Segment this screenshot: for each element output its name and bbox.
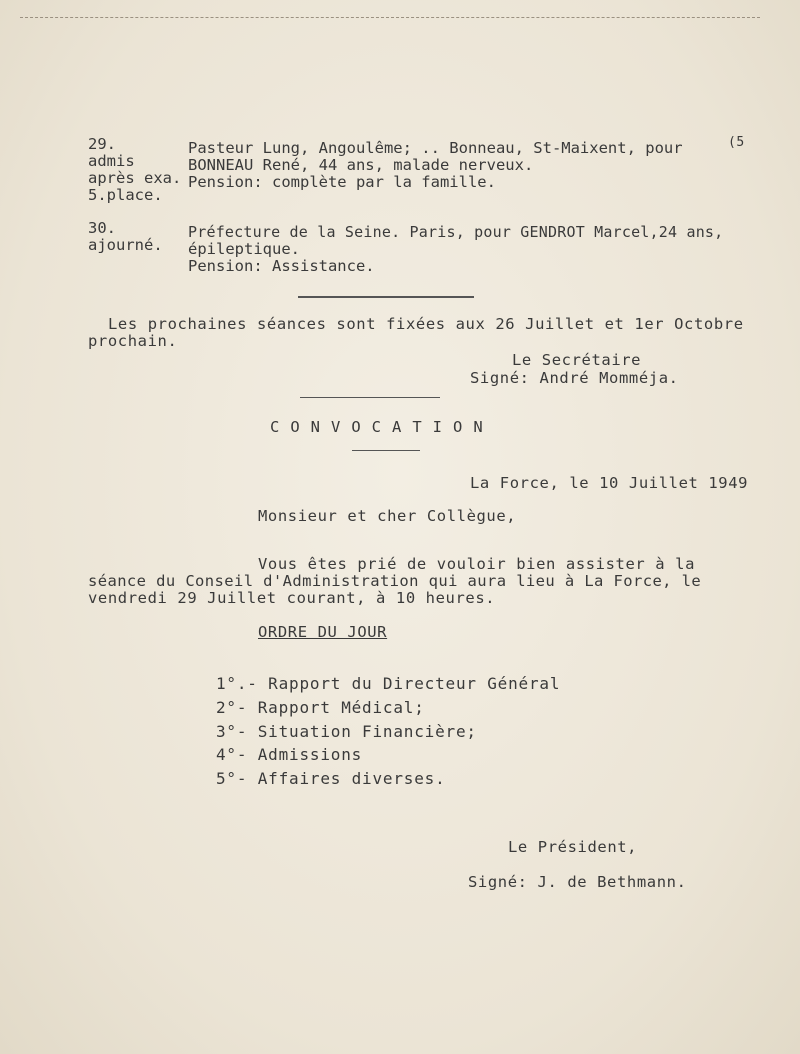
entry-30-line-2: épileptique. bbox=[188, 240, 300, 258]
entry-29-status-1: admis bbox=[88, 152, 135, 170]
body-line-1: Vous êtes prié de vouloir bien assister à la bbox=[258, 555, 695, 573]
next-sessions-line-2: prochain. bbox=[88, 332, 178, 350]
salutation: Monsieur et cher Collègue, bbox=[258, 507, 517, 525]
agenda-item-5: 5°- Affaires diverses. bbox=[216, 769, 446, 788]
entry-30-number: 30. bbox=[88, 219, 116, 237]
entry-30-line-3: Pension: Assistance. bbox=[188, 257, 375, 275]
agenda-item-1: 1°.- Rapport du Directeur Général bbox=[216, 674, 561, 693]
agenda-item-3: 3°- Situation Financière; bbox=[216, 722, 477, 741]
entry-29-line-1: Pasteur Lung, Angoulême; .. Bonneau, St-Maixent, pour bbox=[188, 139, 683, 157]
entry-29-status-3: 5.place. bbox=[88, 186, 163, 204]
secretary-signature: Signé: André Momméja. bbox=[470, 369, 679, 387]
section-divider-2 bbox=[300, 397, 440, 398]
entry-29-number: 29. bbox=[88, 135, 116, 153]
body-line-3: vendredi 29 Juillet courant, à 10 heures. bbox=[88, 589, 496, 607]
president-title: Le Président, bbox=[508, 838, 638, 856]
entry-29-margin-note: (5 bbox=[728, 135, 745, 150]
entry-29-line-3: Pension: complète par la famille. bbox=[188, 173, 496, 191]
secretary-title: Le Secrétaire bbox=[512, 351, 642, 369]
entry-30-status-1: ajourné. bbox=[88, 236, 163, 254]
president-signature: Signé: J. de Bethmann. bbox=[468, 873, 687, 891]
entry-29-line-2: BONNEAU René, 44 ans, malade nerveux. bbox=[188, 156, 534, 174]
entry-29-status-2: après exa. bbox=[88, 169, 182, 187]
section-divider bbox=[298, 296, 474, 298]
heading-underline bbox=[352, 450, 420, 451]
next-sessions-line-1: Les prochaines séances sont fixées aux 26 Juillet et 1er Octobre bbox=[108, 315, 744, 333]
agenda-item-2: 2°- Rapport Médical; bbox=[216, 698, 425, 717]
agenda-heading: ORDRE DU JOUR bbox=[258, 623, 388, 641]
body-line-2: séance du Conseil d'Administration qui aura lieu à La Force, le bbox=[88, 572, 702, 590]
convocation-heading: CONVOCATION bbox=[270, 418, 494, 436]
place-date: La Force, le 10 Juillet 1949 bbox=[470, 474, 749, 492]
agenda-item-4: 4°- Admissions bbox=[216, 745, 363, 764]
top-edge-line bbox=[20, 17, 760, 19]
entry-30-line-1: Préfecture de la Seine. Paris, pour GENDROT Marcel,24 ans, bbox=[188, 223, 724, 241]
